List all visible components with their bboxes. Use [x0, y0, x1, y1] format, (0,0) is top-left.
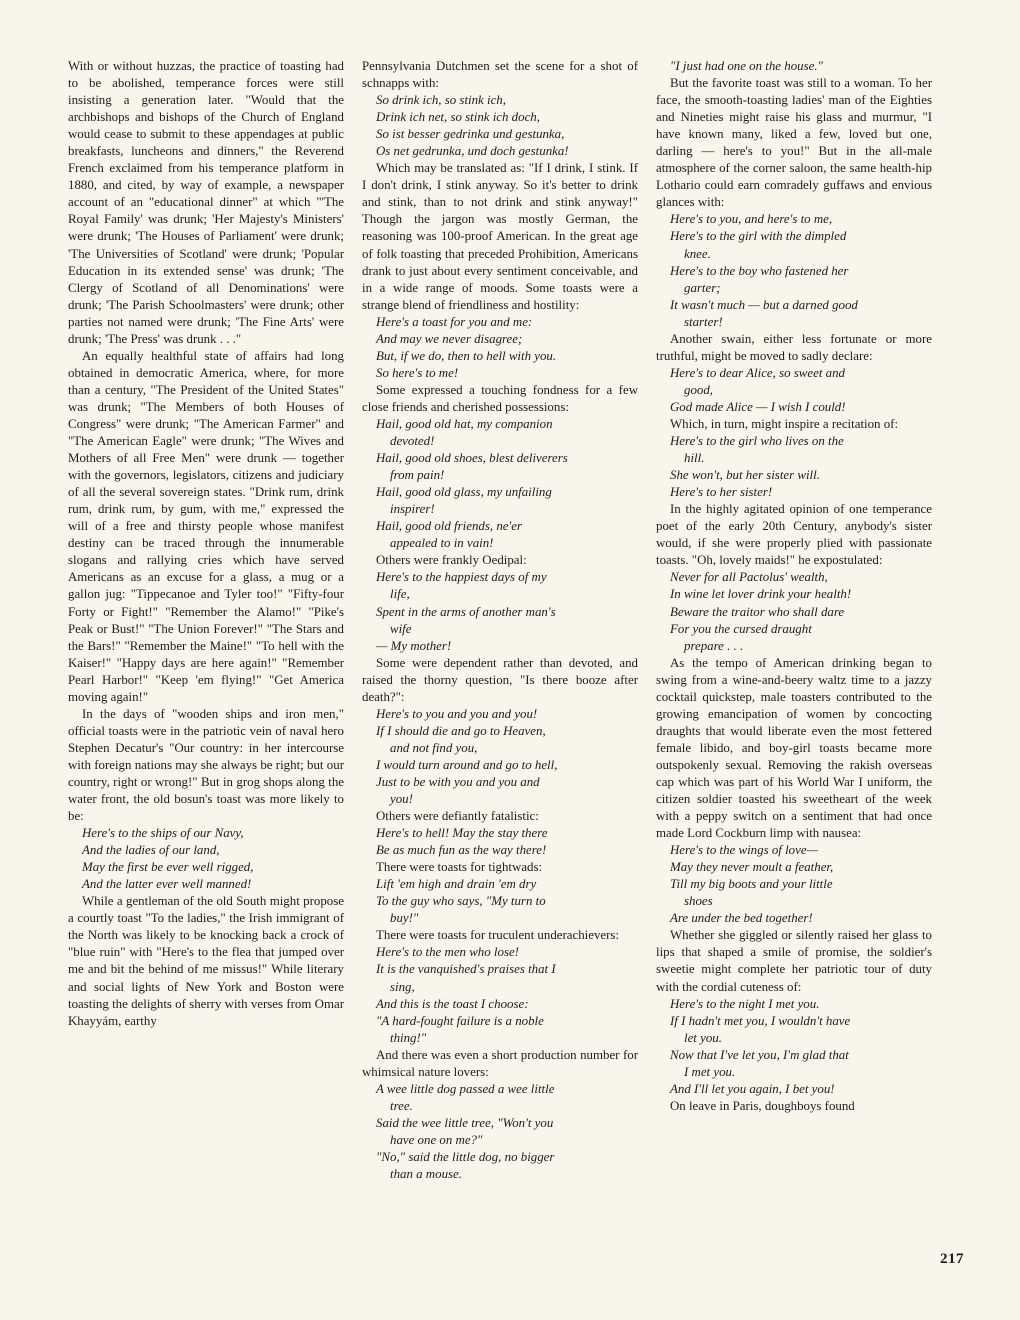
verse-line: sing, [390, 979, 415, 994]
verse-line: Are under the bed together! [670, 911, 813, 926]
verse-line: So drink ich, so stink ich, [376, 93, 506, 108]
verse-line: God made Alice — I wish I could! [670, 399, 846, 414]
verse-line: It is the vanquished's praises that I [376, 962, 556, 977]
verse-line: inspirer! [390, 502, 435, 517]
verse-line: It wasn't much — but a darned good [670, 297, 858, 312]
verse-line: A wee little dog passed a wee little [376, 1081, 555, 1096]
verse-line: Drink ich net, so stink ich doch, [376, 110, 540, 125]
verse-line: Hail, good old hat, my companion [376, 416, 553, 431]
verse-line: garter; [684, 280, 721, 295]
verse-line: Said the wee little tree, "Won't you [376, 1115, 554, 1130]
body-paragraph: Others were frankly Oedipal: [376, 553, 527, 568]
verse-line: Here's to hell! May the stay there [376, 826, 548, 841]
verse-line: Hail, good old glass, my unfailing [376, 485, 552, 500]
verse-line: I would turn around and go to hell, [376, 757, 558, 772]
text-column-1 [68, 58, 344, 1030]
verse-line: Never for all Pactolus' wealth, [670, 570, 828, 585]
verse-line: I met you. [684, 1064, 736, 1079]
body-paragraph: Which, in turn, might inspire a recitation of: [670, 416, 899, 431]
verse-line: Lift 'em high and drain 'em dry [376, 877, 537, 892]
verse-line: Here's to the men who lose! [376, 945, 519, 960]
verse-line: And may we never disagree; [376, 331, 523, 346]
verse-line: "A hard-fought failure is a noble [376, 1013, 544, 1028]
verse-line: Beware the traitor who shall dare [670, 604, 845, 619]
verse-line: May they never moult a feather, [670, 860, 834, 875]
verse-line: And I'll let you again, I bet you! [670, 1081, 835, 1096]
verse-line: thing!" [390, 1030, 427, 1045]
verse-line: So here's to me! [376, 365, 459, 380]
verse-line: let you. [684, 1030, 722, 1045]
verse-line: Here's to you and you and you! [376, 706, 538, 721]
verse-line: Here's to the girl with the dimpled [670, 229, 847, 244]
verse-line: knee. [684, 246, 711, 261]
body-paragraph: Which may be translated as: "If I drink, I stink. If I don't drink, I stink anyway. So it's better to drink and stink, than to not drink and stink anyway!" Though the jargon was mostly German, the reasoning was 100-proof American. In the great age of folk toasting that preceded Prohibition, Americans drank to just about every sentiment conceivable, and in a wide range of moods. Some toasts were a strange blend of friendliness and hostility: [362, 161, 638, 312]
body-paragraph: Another swain, either less fortunate or more truthful, might be moved to sadly declare: [656, 331, 932, 363]
verse-line: Till my big boots and your little [670, 877, 833, 892]
verse-line: devoted! [390, 434, 435, 449]
verse-line: So ist besser gedrinka und gestunka, [376, 127, 565, 142]
verse-line: Here's to her sister! [670, 485, 773, 500]
verse-line: buy!" [390, 911, 419, 926]
body-paragraph: In the highly agitated opinion of one temperance poet of the early 20th Century, anybody's sister would, if she were properly plied with passionate toasts. "Oh, lovely maids!" he expostulated: [656, 502, 932, 568]
verse-line: To the guy who says, "My turn to [376, 894, 546, 909]
verse-line: Here's a toast for you and me: [376, 314, 533, 329]
verse-line: Here's to the boy who fastened her [670, 263, 849, 278]
verse-line: For you the cursed draught [670, 621, 812, 636]
verse-line: If I hadn't met you, I wouldn't have [670, 1013, 851, 1028]
verse-line: you! [390, 792, 413, 807]
verse-line: If I should die and go to Heaven, [376, 723, 546, 738]
verse-line: She won't, but her sister will. [670, 468, 820, 483]
body-paragraph: In the days of "wooden ships and iron men," official toasts were in the patriotic vein of naval hero Stephen Decatur's "Our country: in her intercourse with foreign nations may she always be right; but our country, right or wrong!" But in grog shops along the water front, the old bosun's toast was more likely to be: [68, 706, 344, 824]
body-paragraph: Pennsylvania Dutchmen set the scene for a shot of schnapps with: [362, 59, 638, 91]
page-number: 217 [940, 1251, 964, 1267]
verse-line: Here's to dear Alice, so sweet and [670, 365, 845, 380]
body-paragraph: There were toasts for truculent underachievers: [376, 928, 620, 943]
verse-line: Just to be with you and you and [376, 774, 540, 789]
verse-line: "I just had one on the house." [670, 59, 823, 73]
verse-line: than a mouse. [390, 1167, 462, 1182]
verse-line: tree. [390, 1098, 413, 1113]
verse-line: "No," said the little dog, no bigger [376, 1150, 555, 1164]
body-paragraph: Others were defiantly fatalistic: [376, 809, 539, 824]
verse-line: Here's to the happiest days of my [376, 570, 547, 585]
body-paragraph: Some were dependent rather than devoted, and raised the thorny question, "Is there booze after death?": [362, 655, 638, 704]
body-paragraph: Some expressed a touching fondness for a few close friends and cherished possessions: [362, 382, 638, 414]
verse-line: And the ladies of our land, [82, 843, 220, 858]
text-column-3 [656, 58, 932, 1115]
body-paragraph: As the tempo of American drinking began to swing from a wine-and-beery waltz time to a jazzy cocktail quickstep, male toasters contributed to the growing emancipation of women by concocting draughts that would liberate even the most fettered female libido, and boy-girl toasts became more outspokenly sexual. Removing the rakish overseas cap which was part of his World War I uniform, the citizen soldier toasted his sweetheart of the week with a peppy switch on a sentiment that had once made Lord Cockburn limp with nausea: [656, 655, 932, 841]
verse-line: wife [390, 621, 412, 636]
verse-line: and not find you, [390, 740, 478, 755]
verse-line: Here's to the wings of love— [670, 843, 818, 858]
body-paragraph: While a gentleman of the old South might propose a courtly toast "To the ladies," the Irish immigrant of the North was likely to be knocking back a crock of "blue ruin" with "Here's to the flea that jumped over me and bit the behind of me missus!" While literary and social lights of New York and Boston were toasting the delights of sherry with verses from Omar Khayyám, earthy [68, 894, 344, 1028]
verse-line: Now that I've let you, I'm glad that [670, 1047, 849, 1062]
verse-line: And this is the toast I choose: [376, 996, 529, 1011]
verse-line: And the latter ever well manned! [82, 877, 252, 892]
verse-line: hill. [684, 451, 705, 466]
body-paragraph: An equally healthful state of affairs had long obtained in democratic America, where, for more than a century, "The President of the United States" was drunk; "The Members of both Houses of Congress" were drunk; "The American Farmer" and "The American Eagle" were drunk; "The Wives and Mothers of all Free Men" were drunk — together with the governors, legislators, citizens and judiciary of all the several sovereign states. "Drink rum, drink rum, drink rum, by gum, with me," expressed the will of a free and thirsty people whose manifest destiny can be traced through the innumerable slogans and rallying cries which have served Americans as an excuse for a glass, a mug or a gallon jug: "Tippecanoe and Tyler too!" "Fifty-four Forty or Fight!" "Remember the Alamo!" "Pike's Peak or Bust!" "The Union Forever!" "The Stars and the Bars!" "Remember the Maine!" "To hell with the Kaiser!" "Happy days are here again!" "Remember Pearl Harbor!" "Keep 'em flying!" "Get America moving again!" [68, 348, 344, 704]
verse-line: In wine let lover drink your health! [670, 587, 852, 602]
verse-line: Here's to the ships of our Navy, [82, 826, 244, 841]
body-paragraph: With or without huzzas, the practice of toasting had to be abolished, temperance forces were still insisting a generation later. "Would that the archbishops and bishops of the Church of England would cease to submit to these appendages at public breakfasts, luncheons and dinners," the Reverend French exclaimed from his temperance platform in 1880, and cited, by way of example, a newspaper account of an "educational dinner" at which "'The Royal Family' was drunk; 'Her Majesty's Ministers' were drunk; 'The Houses of Parliament' were drunk; 'The Universities of Scotland' were drunk; 'Popular Education in its extended sense' was drunk; 'The Clergy of Scotland of all Denominations' were drunk; 'The Parish Schoolmasters' were drunk; other parties not named were drunk; 'The Fine Arts' were drunk; 'The Press' was drunk . . ." [68, 59, 344, 346]
verse-line: life, [390, 587, 410, 602]
verse-line: starter! [684, 314, 723, 329]
verse-line: Hail, good old shoes, blest deliverers [376, 451, 568, 466]
body-paragraph: On leave in Paris, doughboys found [670, 1098, 855, 1113]
body-paragraph: There were toasts for tightwads: [376, 860, 543, 875]
text-column-2 [362, 58, 638, 1183]
verse-line: Os net gedrunka, und doch gestunka! [376, 144, 569, 159]
verse-line: May the first be ever well rigged, [82, 860, 254, 875]
verse-line: from pain! [390, 468, 445, 483]
verse-line: shoes [684, 894, 713, 909]
verse-line: Be as much fun as the way there! [376, 843, 547, 858]
body-paragraph: But the favorite toast was still to a woman. To her face, the smooth-toasting ladies' man of the Eighties and Nineties might raise his glass and murmur, "I have known many, liked a few, loved but one, darling — here's to you!" But in the all-male atmosphere of the corner saloon, the same health-hip Lothario could earn comradely guffaws and envious glances with: [656, 76, 932, 210]
verse-line: prepare . . . [684, 638, 744, 653]
body-paragraph: Whether she giggled or silently raised her glass to lips that shaped a smile of promise, the soldier's sweetie might complete her patriotic tour of duty with the cordial cuteness of: [656, 928, 932, 994]
verse-line: Spent in the arms of another man's [376, 604, 556, 619]
body-paragraph: And there was even a short production number for whimsical nature lovers: [362, 1047, 638, 1079]
verse-line: Here's to the girl who lives on the [670, 434, 844, 449]
verse-line: Hail, good old friends, ne'er [376, 519, 522, 534]
verse-line: Here's to you, and here's to me, [670, 212, 833, 227]
verse-line: But, if we do, then to hell with you. [376, 348, 557, 363]
verse-line: have one on me?" [390, 1132, 483, 1147]
verse-line: good, [684, 382, 714, 397]
verse-line: appealed to in vain! [390, 536, 494, 551]
verse-line: — My mother! [376, 638, 452, 653]
verse-line: Here's to the night I met you. [670, 996, 820, 1011]
